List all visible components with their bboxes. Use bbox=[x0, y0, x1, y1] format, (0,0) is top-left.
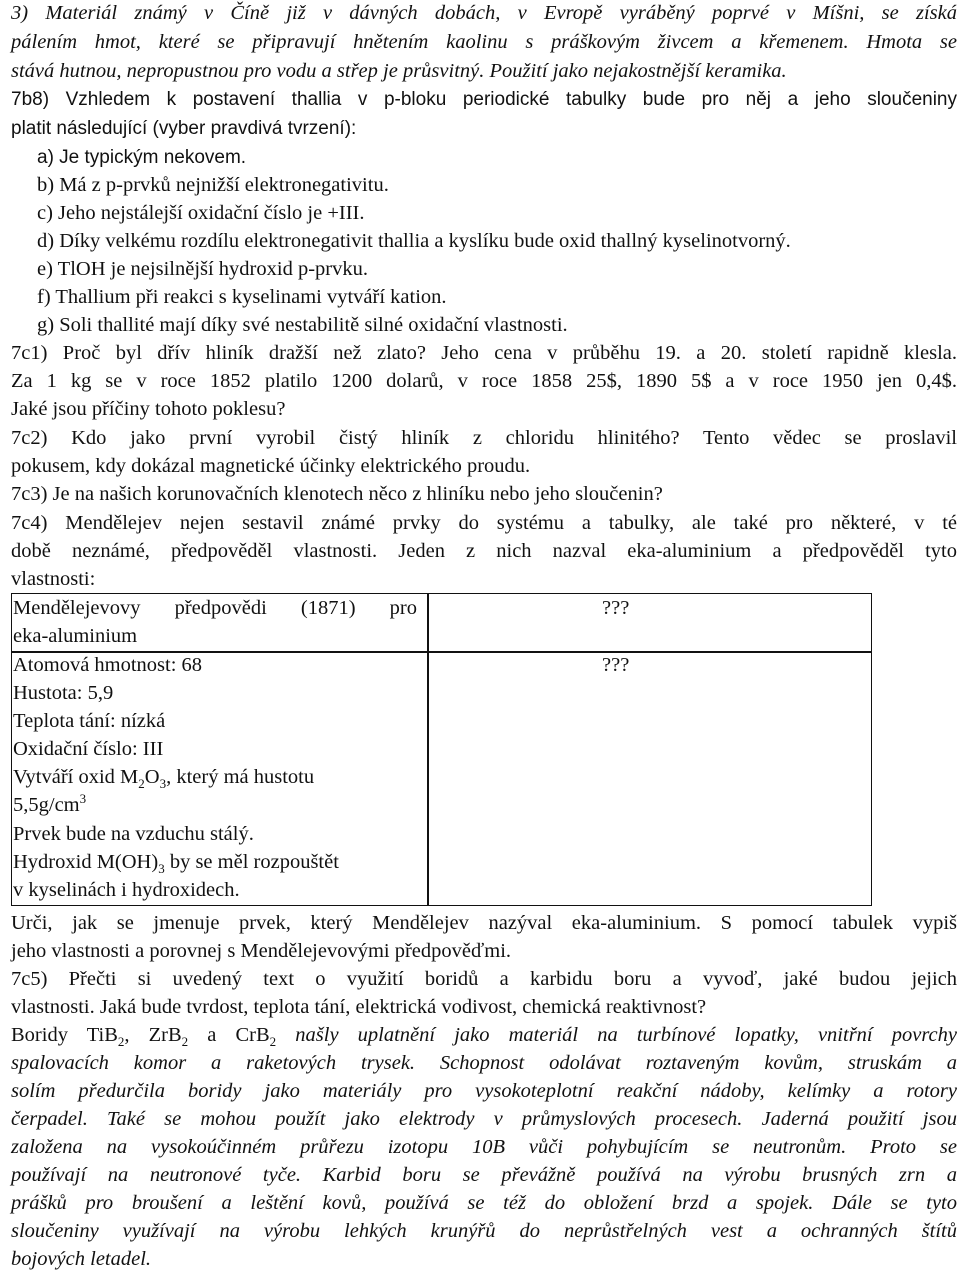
q7c4-line-1: 7c4) Mendělejev nejen sestavil známé prvky do systému a tabulky, ale také pro některé, v té bbox=[11, 512, 957, 534]
q7c4-line-2: době neznámé, předpověděl vlastnosti. Jeden z nich nazval eka-aluminium a předpověděl tyto bbox=[11, 540, 957, 562]
table-air-stability: Prvek bude na vzduchu stálý. bbox=[13, 823, 254, 845]
hydroxide-rest: by se měl rozpouštět bbox=[164, 851, 339, 873]
q7c1-line-2: Za 1 kg se v roce 1852 platilo 1200 dolarů, v roce 1858 25$, 1890 5$ a v roce 1950 jen 0,4$. bbox=[11, 370, 957, 392]
q7c1-line-3: Jaké jsou příčiny tohoto poklesu? bbox=[11, 398, 286, 420]
borides-line-7: prášků pro broušení a leštění kovů, používá se též do obložení brzd a spojek. Dále se tyto bbox=[11, 1192, 957, 1214]
table-hydroxide-line-2: v kyselinách i hydroxidech. bbox=[13, 879, 240, 901]
table-header-left-1: Mendělejevovy předpovědi (1871) pro bbox=[13, 597, 417, 619]
oxide-density-value: 5,5g/cm bbox=[13, 794, 80, 816]
table-oxide-density bbox=[13, 792, 86, 818]
intro-line-3: stává hutnou, nepropustnou pro vodu a střep je průsvitný. Použití jako nejakostnější keramika. bbox=[11, 60, 787, 82]
prediction-table bbox=[11, 593, 872, 906]
q7c3-line-1: 7c3) Je na našich korunovačních klenotech něco z hliníku nebo jeho sloučenin? bbox=[11, 483, 663, 505]
q7b8-option-a: a) Je typickým nekovem. bbox=[37, 147, 247, 168]
q7c2-line-2: pokusem, kdy dokázal magnetické účinky elektrického proudu. bbox=[11, 455, 531, 477]
hydroxide-text: Hydroxid M(OH) bbox=[13, 851, 159, 873]
after-table-line-2: jeho vlastnosti a porovnej s Mendělejevovými předpověďmi. bbox=[11, 940, 512, 962]
borides-sub-3: 2 bbox=[269, 1034, 277, 1050]
q7c5-line-1: 7c5) Přečti si uvedený text o využití boridů a karbidu boru a vyvoď, jaké budou jejich bbox=[11, 968, 957, 990]
table-density: Hustota: 5,9 bbox=[13, 682, 114, 704]
intro-line-2: pálením hmot, které se připravují hnětením kaolinu s práškovým živcem a křemenem. Hmota se bbox=[11, 31, 957, 53]
borides-zrb: , ZrB bbox=[124, 1024, 182, 1046]
borides-line-5: založena na vysokoúčinném průřezu izotopu 10B vůči pohybujícím se neutronům. Proto se bbox=[11, 1136, 957, 1158]
oxide-formula bbox=[13, 764, 314, 790]
q7c1-line-1: 7c1) Proč byl dřív hliník dražší než zlato? Jeho cena v průběhu 19. a 20. století rapidně klesla. bbox=[11, 342, 957, 364]
table-header-right: ??? bbox=[602, 597, 630, 619]
borides-line-2: spalovacích komor a raketových trysek. Schopnost odolávat roztaveným kovům, struskám a bbox=[11, 1052, 957, 1074]
oxide-o: O bbox=[144, 766, 160, 788]
table-atomic-mass: Atomová hmotnost: 68 bbox=[13, 654, 203, 676]
after-table-line-1: Urči, jak se jmenuje prvek, který Mendělejev nazýval eka-aluminium. S pomocí tabulek vypiš bbox=[11, 912, 957, 934]
oxide-text: Vytváří oxid M bbox=[13, 766, 139, 788]
borides-line-4: čerpadel. Také se mohou použít jako elektrody v průmyslových procesech. Jaderná použití jsou bbox=[11, 1108, 957, 1130]
borides-usage: našly uplatnění jako materiál na turbínové lopatky, vnitřní povrchy bbox=[276, 1024, 958, 1046]
q7c5-line-2: vlastnosti. Jaká bude tvrdost, teplota tání, elektrická vodivost, chemická reaktivnost? bbox=[11, 996, 707, 1018]
borides-line-8: sloučeniny využívají na výrobu lehkých krunýřů do neprůstřelných vest a ochranných štítů bbox=[11, 1220, 957, 1242]
q7b8-option-e: e) TlOH je nejsilnější hydroxid p-prvku. bbox=[37, 258, 368, 280]
borides-crb: a CrB bbox=[188, 1024, 270, 1046]
q7b8-line-2: platit následující (vyber pravdivá tvrzení): bbox=[11, 118, 357, 139]
table-right-cell: ??? bbox=[602, 654, 630, 676]
oxide-density-sup: 3 bbox=[79, 791, 87, 807]
q7b8-line-1: 7b8) Vzhledem k postavení thallia v p-bloku periodické tabulky bude pro něj a jeho sloučeniny bbox=[11, 89, 957, 110]
borides-line-6: používají na neutronové tyče. Karbid boru se převážně používá na výrobu brusných zrn a bbox=[11, 1164, 957, 1186]
oxide-sub-2: 3 bbox=[159, 776, 167, 792]
q7c4-line-3: vlastnosti: bbox=[11, 568, 96, 590]
hydroxide-sub: 3 bbox=[158, 861, 165, 877]
table-oxide-line bbox=[13, 764, 417, 790]
borides-line-3: solím předurčila boridy jako materiály pro vysokoteplotní reakční nádoby, kelímky a rotory bbox=[11, 1080, 957, 1102]
oxide-sub-1: 2 bbox=[138, 776, 145, 792]
q7b8-option-g: g) Soli thallité mají díky své nestabilitě silné oxidační vlastnosti. bbox=[37, 314, 568, 336]
table-header-left-2: eka-aluminium bbox=[13, 625, 138, 647]
borides-tib: Boridy TiB bbox=[11, 1024, 118, 1046]
intro-line-1: 3) Materiál známý v Číně již v dávných dobách, v Evropě vyráběný poprvé v Míšni, se získá bbox=[11, 2, 957, 24]
oxide-rest: , který má hustotu bbox=[166, 766, 315, 788]
q7b8-option-f: f) Thallium při reakci s kyselinami vytváří kation. bbox=[37, 286, 447, 308]
table-melting-point: Teplota tání: nízká bbox=[13, 710, 166, 732]
table-oxidation-number: Oxidační číslo: III bbox=[13, 738, 164, 760]
q7b8-option-d: d) Díky velkému rozdílu elektronegativit thallia a kyslíku bude oxid thallný kyselinotvorný. bbox=[37, 230, 791, 252]
table-column-divider bbox=[427, 594, 429, 905]
borides-line-9: bojových letadel. bbox=[11, 1248, 152, 1270]
q7b8-option-c: c) Jeho nejstálejší oxidační číslo je +III. bbox=[37, 202, 365, 224]
q7c2-line-1: 7c2) Kdo jako první vyrobil čistý hliník z chloridu hlinitého? Tento vědec se proslavil bbox=[11, 427, 957, 449]
borides-sub-1: 2 bbox=[117, 1034, 125, 1050]
q7b8-option-b: b) Má z p-prvků nejnižší elektronegativitu. bbox=[37, 174, 389, 196]
borides-sub-2: 2 bbox=[181, 1034, 189, 1050]
borides-line-1 bbox=[11, 1022, 957, 1048]
table-hydroxide-line bbox=[13, 849, 339, 875]
